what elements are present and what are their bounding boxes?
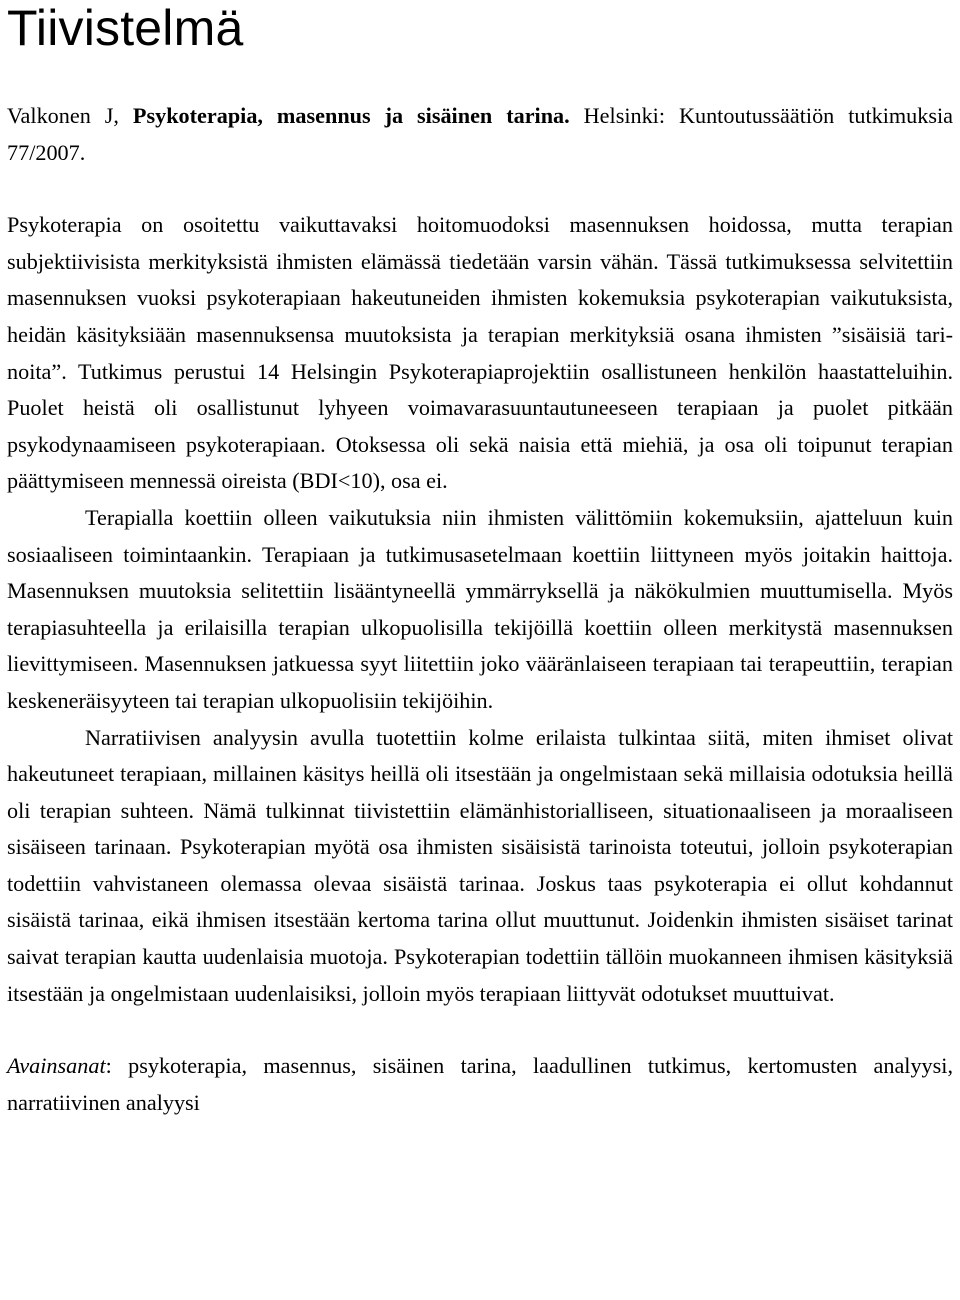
reference-work-title: Psykoterapia, masennus ja sisäinen tarina. bbox=[132, 103, 570, 128]
reference-publication: Helsinki: Kuntoutussäätiön tutkimuksia 77/2007. bbox=[7, 103, 954, 165]
abstract-paragraph-1: Psykoterapia on osoitettu vaikuttavaksi hoitomuodoksi masennuksen hoidossa, mutta terapian subjektiivisista merkityksistä ihmisten elämässä tiedetään varsin vähän. Tässä tutkimuksessa selvitettiin masennuksen vuoksi psykoterapiaan hakeutuneiden ihmisten kokemuksia psykoterapian vaikutuksista, heidän käsityksiään masennuksensa muutoksista ja terapian merkityksiä osana ihmisten ”sisäisiä tarinoita”. Tutkimus perustui 14 Helsingin Psykoterapiaprojektiin osallistuneen henkilön haastatteluihin. Puolet heistä oli osallistunut lyhyeen voimavarasuuntautuneeseen terapiaan ja puolet pitkään psykodynaamiseen psykoterapiaan. Otoksessa oli sekä naisia että miehiä, ja osa oli toipunut terapian päättymiseen mennessä oireista (BDI<10), osa ei. bbox=[7, 212, 953, 494]
keywords-label: Avainsanat bbox=[7, 1053, 106, 1079]
page-title: Tiivistelmä bbox=[7, 0, 244, 56]
reference-authors: Valkonen J, bbox=[7, 103, 119, 128]
document-page bbox=[7, 0, 953, 1121]
abstract-paragraph-2: Terapialla koettiin olleen vaikutuksia niin ihmisten välittömiin kokemuksiin, ajatteluun kuin sosiaaliseen toimintaankin. Terapiaan ja tutkimusasetelmaan koettiin liittyneen myös joitakin haittoja. Masennuksen muutoksia selitettiin lisääntyneellä ymmärryksellä ja näkökulmien muuttumisella. Myös terapiasuhteella ja erilaisilla terapian ulkopuolisilla tekijöillä koettiin olleen merkitystä masennuksen lievittymiseen. Masennuksen jatkuessa syyt liitettiin joko vääränlaiseen terapiaan tai terapeuttiin, terapian keskeneräisyyteen tai terapian ulkopuolisiin tekijöihin. bbox=[7, 504, 953, 713]
abstract-paragraph-3: Narratiivisen analyysin avulla tuotettiin kolme erilaista tulkintaa siitä, miten ihmiset olivat hakeutuneet terapiaan, millainen käsitys heillä oli itsestään ja ongelmistaan sekä millaisia odotuksia heillä oli terapian suhteen. Nämä tulkinnat tiivistettiin elämänhistorialliseen, situationaaliseen ja moraaliseen sisäiseen tarinaan. Psykoterapian myötä osa ihmisten sisäisistä tarinoista toteutui, jolloin psykoterapian todettiin vahvistaneen olemassa olevaa sisäistä tarinaa. Joskus taas psykoterapia ei ollut kohdannut sisäistä tarinaa, eikä ihmisen itsestään kertoma tarina ollut muuttunut. Joidenkin ihmisten sisäiset tarinat saivat terapian kautta uudenlaisia muotoja. Psykoterapian todettiin tällöin muokanneen ihmisen käsityksiä itsestään ja ongelmistaan uudenlaisiksi, jolloin myös terapiaan liittyvät odotukset muuttuivat. bbox=[7, 724, 953, 1006]
keywords-list: : psykoterapia, masennus, sisäinen tarina, laadullinen tutkimus, kertomusten analyysi, narratiivinen analyysi bbox=[7, 1053, 953, 1115]
keywords-line bbox=[7, 1048, 953, 1121]
bibliographic-reference bbox=[7, 98, 953, 171]
